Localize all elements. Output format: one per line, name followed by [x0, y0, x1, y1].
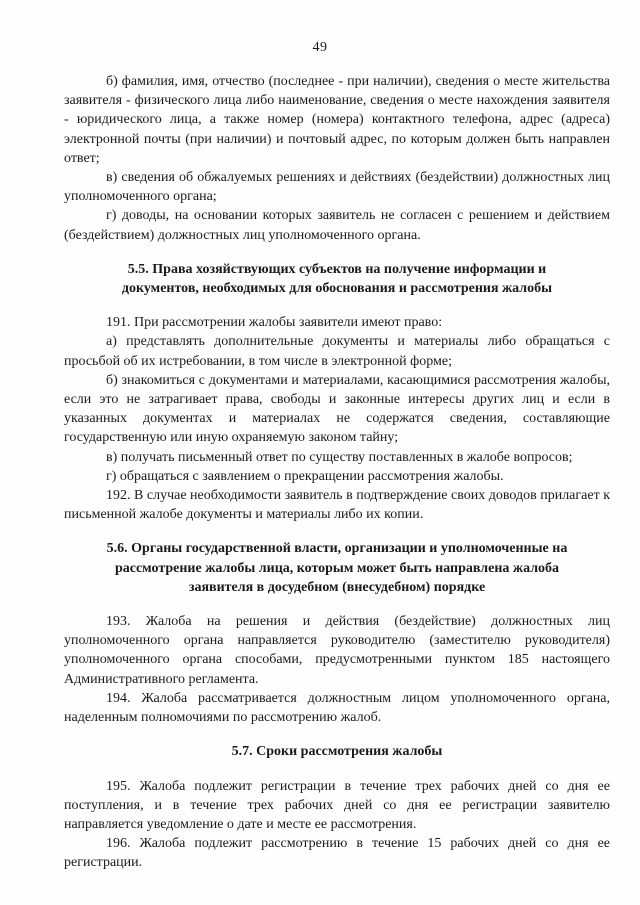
paragraph-195: 195. Жалоба подлежит регистрации в течение трех рабочих дней со дня ее поступления, и в течение трех рабочих дней со дня ее регистрации заявителю направляется уведомление о дате и месте ее рассмотрения.: [64, 778, 610, 832]
paragraph-191-g: г) обращаться с заявлением о прекращении рассмотрения жалобы.: [106, 468, 504, 484]
section-heading-5-5: 5.5. Права хозяйствующих субъектов на получение информации и документов, необходимых для обоснования и рассмотрения жалобы: [121, 261, 553, 297]
paragraph-b: б) фамилия, имя, отчество (последнее - при наличии), сведения о месте жительства заявителя - физического лица либо наименование, сведения о месте нахождения заявителя - юридического лица, а также номер (номера) контактного телефона, адрес (адреса) электронной почты (при наличии) и почтовый адрес, по которым должен быть направлен ответ;: [64, 74, 610, 166]
paragraph-191-v: в) получать письменный ответ по существу поставленных в жалобе вопросов;: [106, 449, 573, 465]
paragraph-196: 196. Жалоба подлежит рассмотрению в течение 15 рабочих дней со дня ее регистрации.: [64, 836, 610, 871]
paragraph-191-b: б) знакомиться с документами и материалами, касающимися рассмотрения жалобы, если это не затрагивает права, свободы и законные интересы других лиц и если в указанных документах и материалах не содержатся сведения, составляющие государственную или иную охраняемую законом тайну;: [64, 372, 610, 446]
paragraph-192: 192. В случае необходимости заявитель в подтверждение своих доводов прилагает к письменной жалобе документы и материалы либо их копии.: [64, 488, 610, 523]
section-heading-5-7: 5.7. Сроки рассмотрения жалобы: [231, 744, 443, 760]
paragraph-191-a: а) представлять дополнительные документы и материалы либо обращаться с просьбой об их истребовании, в том числе в электронной форме;: [64, 334, 610, 369]
paragraph-g: г) доводы, на основании которых заявитель не согласен с решением и действием (бездействием) должностных лиц уполномоченного органа.: [64, 208, 610, 243]
page-content: [64, 72, 610, 873]
section-heading-5-6: 5.6. Органы государственной власти, организации и уполномоченные на рассмотрение жалобы лица, которым может быть направлена жалоба заявителя в досудебном (внесудебном) порядке: [106, 541, 568, 595]
paragraph-191: 191. При рассмотрении жалобы заявители имеют право:: [106, 315, 443, 331]
paragraph-193: 193. Жалоба на решения и действия (бездействие) должностных лиц уполномоченного органа направляется руководителю (заместителю руководителя) уполномоченного органа способами, предусмотренными пунктом 185 настоящего Административного регламента.: [64, 614, 610, 687]
paragraph-v: в) сведения об обжалуемых решениях и действиях (бездействии) должностных лиц уполномоченного органа;: [64, 170, 610, 205]
page-number: 49: [312, 40, 328, 55]
paragraph-194: 194. Жалоба рассматривается должностным лицом уполномоченного органа, наделенным полномочиями по рассмотрению жалоб.: [64, 690, 610, 726]
